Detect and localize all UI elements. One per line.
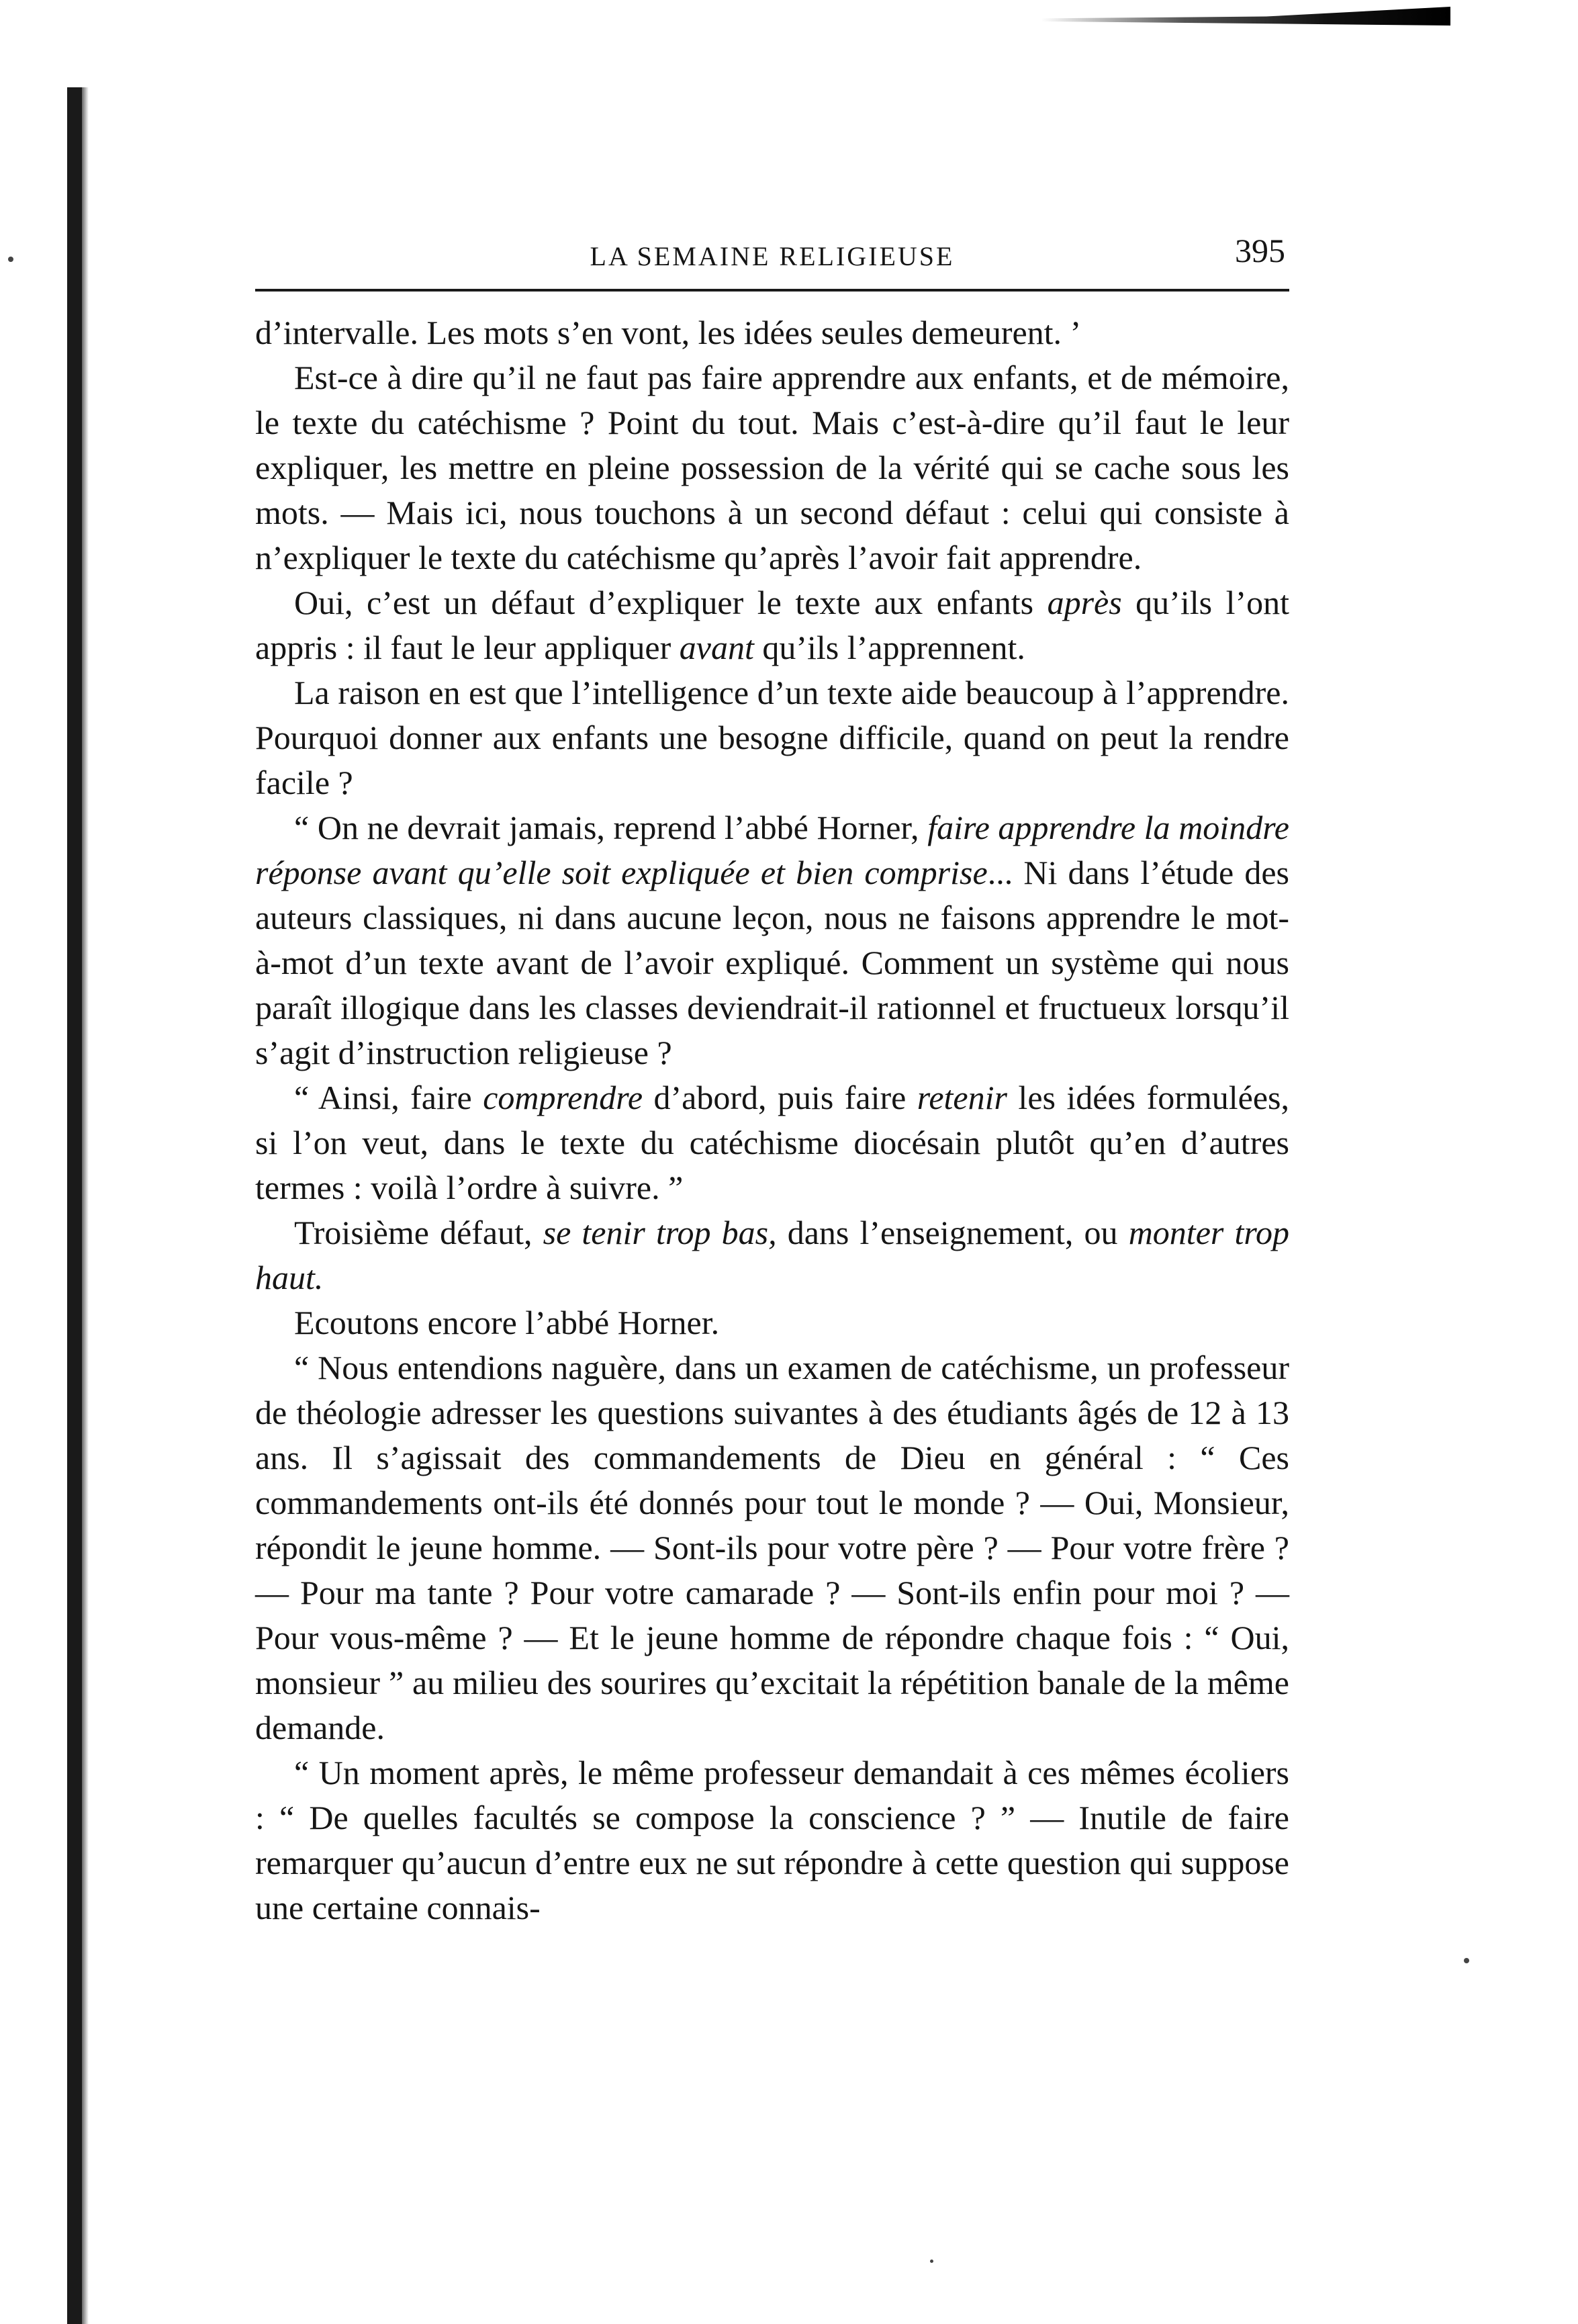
page-binding-shadow bbox=[82, 87, 89, 2324]
text-run: d’intervalle. Les mots s’en vont, les idées seules demeurent. ’ bbox=[255, 314, 1082, 351]
speck bbox=[8, 257, 13, 262]
paragraph bbox=[255, 1210, 1289, 1300]
italic-text: après bbox=[1047, 584, 1122, 621]
text-run: qu’ils l’apprennent. bbox=[753, 629, 1025, 666]
paragraph bbox=[255, 805, 1289, 1075]
paragraph bbox=[255, 355, 1289, 580]
text-run: Troisième défaut, bbox=[294, 1214, 543, 1251]
text-run: d’abord, puis faire bbox=[643, 1079, 917, 1116]
body-text bbox=[255, 310, 1289, 1930]
page bbox=[255, 228, 1289, 1930]
italic-text: monter trop haut. bbox=[255, 1214, 1289, 1296]
text-run: La raison en est que l’intelligence d’un texte aide beaucoup à l’apprendre. Pourquoi donner aux enfants une besogne difficile, quand on peut la rendre facile ? bbox=[255, 674, 1289, 801]
scan-edge-mark bbox=[1041, 7, 1450, 26]
header-rule bbox=[255, 289, 1289, 292]
italic-text: avant bbox=[679, 629, 754, 666]
running-head bbox=[255, 228, 1289, 289]
paragraph bbox=[255, 1300, 1289, 1345]
paragraph bbox=[255, 1750, 1289, 1930]
text-run: “ Nous entendions naguère, dans un examen de catéchisme, un professeur de théologie adresser les questions suivantes à des étudiants âgés de 12 à 13 ans. Il s’agissait des commandements de Dieu en général : “ Ces commandements ont-ils été donnés pour tout le monde ? — Oui, Monsieur, répondit le jeune homme. — Sont-ils pour votre père ? — Pour votre frère ? — Pour ma tante ? Pour votre camarade ? — Sont-ils enfin pour moi ? — Pour vous-même ? — Et le jeune homme de répondre chaque fois : “ Oui, monsieur ” au milieu des sourires qu’excitait la répétition banale de la même demande. bbox=[255, 1349, 1289, 1746]
italic-text: faire apprendre la moindre réponse avant qu’elle soit expliquée et bien comprise bbox=[255, 809, 1289, 891]
paragraph bbox=[255, 1345, 1289, 1750]
paragraph bbox=[255, 1075, 1289, 1210]
text-run: qu’ils l’ont appris : il faut le leur appliquer bbox=[255, 584, 1290, 666]
text-run: Ecoutons encore l’abbé Horner. bbox=[294, 1304, 720, 1341]
italic-text: se tenir trop bas, bbox=[543, 1214, 777, 1251]
running-head-title: LA SEMAINE RELIGIEUSE bbox=[590, 241, 955, 271]
speck bbox=[1464, 1958, 1469, 1963]
text-run: ... Ni dans l’étude des auteurs classiques, ni dans aucune leçon, nous ne faisons apprendre le mot-à-mot d’un texte avant de l’avoir expliqué. Comment un système qui nous paraît illogique dans les classes deviendrait-il rationnel et fructueux lorsqu’il s’agit d’instruction religieuse ? bbox=[255, 854, 1289, 1071]
text-run: les idées formulées, si l’on veut, dans le texte du catéchisme diocésain plutôt qu’en d’autres termes : voilà l’ordre à suivre. ” bbox=[255, 1079, 1289, 1206]
paragraph bbox=[255, 310, 1289, 355]
text-run: Oui, c’est un défaut d’expliquer le texte aux enfants bbox=[294, 584, 1048, 621]
italic-text: retenir bbox=[917, 1079, 1007, 1116]
speck bbox=[930, 2260, 933, 2263]
page-number: 395 bbox=[1235, 232, 1285, 269]
page-binding-edge bbox=[67, 87, 82, 2324]
text-run: “ Un moment après, le même professeur demandait à ces mêmes écoliers : “ De quelles facultés se compose la conscience ? ” — Inutile de faire remarquer qu’aucun d’entre eux ne sut répondre à cette question qui suppose une certaine connais- bbox=[255, 1754, 1289, 1926]
text-run: dans l’enseignement, ou bbox=[776, 1214, 1129, 1251]
text-run: “ Ainsi, faire bbox=[294, 1079, 483, 1116]
text-run: “ On ne devrait jamais, reprend l’abbé Horner, bbox=[294, 809, 928, 846]
paragraph bbox=[255, 670, 1289, 805]
italic-text: comprendre bbox=[483, 1079, 643, 1116]
text-run: Est-ce à dire qu’il ne faut pas faire apprendre aux enfants, et de mémoire, le texte du catéchisme ? Point du tout. Mais c’est-à-dire qu’il faut le leur expliquer, les mettre en pleine possession de la vérité qui se cache sous les mots. — Mais ici, nous touchons à un second défaut : celui qui consiste à n’expliquer le texte du catéchisme qu’après l’avoir fait apprendre. bbox=[255, 359, 1289, 576]
paragraph bbox=[255, 580, 1289, 670]
